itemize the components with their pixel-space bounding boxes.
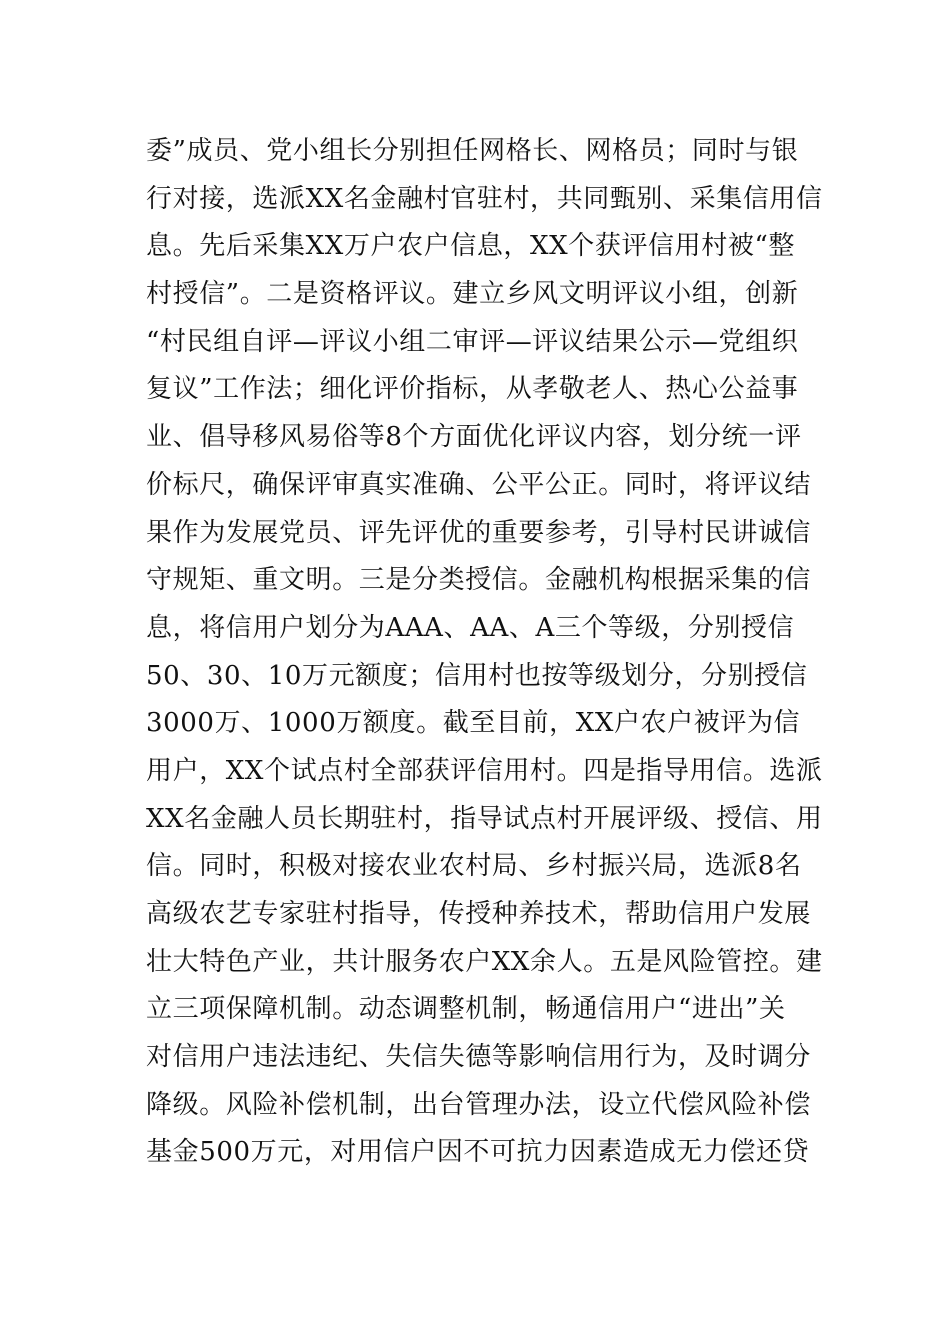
text-line: 用户，XX个试点村全部获评信用村。四是指导用信。选派 <box>146 755 823 786</box>
text-line: 复议”工作法；细化评价指标，从孝敬老人、热心公益事 <box>146 374 799 405</box>
text-line: 村授信”。二是资格评议。建立乡风文明评议小组，创新 <box>146 279 799 310</box>
text-line: 价标尺，确保评审真实准确、公平公正。同时，将评议结 <box>146 469 812 500</box>
text-line: 委”成员、党小组长分别担任网格长、网格员；同时与银 <box>146 136 799 166</box>
text-line: 基金500万元，对用信户因不可抗力因素造成无力偿还贷 <box>146 1137 810 1168</box>
text-line: 降级。风险补偿机制，出台管理办法，设立代偿风险补偿 <box>146 1089 812 1120</box>
text-line: 对信用户违法违纪、失信失德等影响信用行为，及时调分 <box>146 1042 812 1073</box>
text-line: 业、倡导移风易俗等8个方面优化评议内容，划分统一评 <box>146 422 802 453</box>
body-text <box>146 128 826 1177</box>
text-line: 3000万、1000万额度。截至目前，XX户农户被评为信 <box>146 708 801 739</box>
text-line: XX名金融人员长期驻村，指导试点村开展评级、授信、用 <box>146 803 823 834</box>
text-line: 行对接，选派XX名金融村官驻村，共同甄别、采集信用信 <box>146 183 823 214</box>
text-line: “村民组自评—评议小组二审评—评议结果公示—党组织 <box>146 326 799 357</box>
text-line: 息。先后采集XX万户农户信息，XX个获评信用村被“整 <box>146 231 795 262</box>
text-line: 高级农艺专家驻村指导，传授种养技术，帮助信用户发展 <box>146 899 812 929</box>
text-line: 信。同时，积极对接农业农村局、乡村振兴局，选派8名 <box>146 851 802 882</box>
text-line: 立三项保障机制。动态调整机制，畅通信用户“进出”关 <box>146 994 786 1025</box>
text-line: 息，将信用户划分为AAA、AA、A三个等级，分别授信 <box>146 612 795 643</box>
text-line: 50、30、10万元额度；信用村也按等级划分，分别授信 <box>146 660 808 691</box>
text-line: 果作为发展党员、评先评优的重要参考，引导村民讲诚信 <box>146 517 812 548</box>
text-line: 守规矩、重文明。三是分类授信。金融机构根据采集的信 <box>146 565 812 596</box>
text-line: 壮大特色产业，共计服务农户XX余人。五是风险管控。建 <box>146 946 823 977</box>
